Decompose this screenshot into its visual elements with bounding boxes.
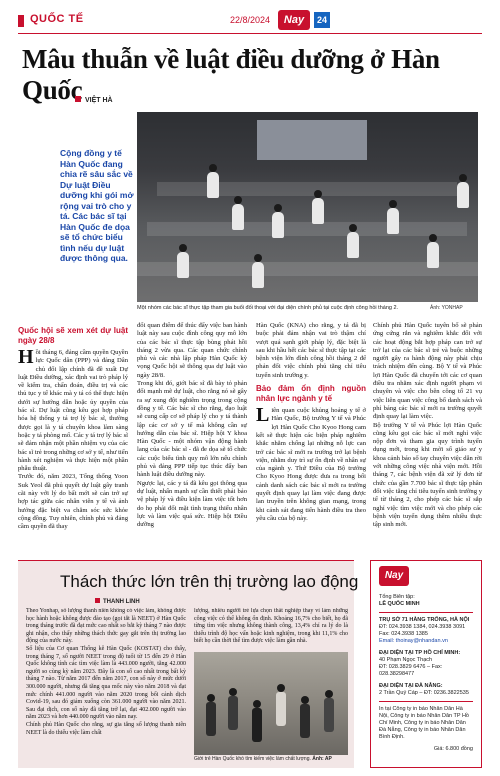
photo-stage-screen — [257, 120, 367, 160]
photo-person — [276, 692, 286, 726]
photo-person — [324, 698, 334, 732]
photo-person — [177, 252, 189, 278]
photo-person — [457, 182, 469, 208]
sidebar-title: Thách thức lớn trên thị trường lao động — [60, 572, 359, 591]
section-marker — [18, 15, 24, 27]
paragraph: Ngược lại, các y tá đã kêu gọi thông qua dự luật, nhấn mạnh sự cần thiết phải bảo vệ pháp lý và điều kiện làm việc tốt hơn do họ phải đối mặt tình trạng thiếu nhân lực và làm việc quá sức. Hiệp hội Điều dưỡng — [137, 479, 247, 529]
paragraph: Chính phủ Hàn Quốc tuyên bố sẽ phản ứng cứng rắn và nghiêm khắc đối với các hoạt động bắt hợp pháp can trở sự trở lại của các bác sĩ trẻ và buộc những người gây ra hành động này phải chịu trách nhiệm đến cùng. Bộ Y tế và Phúc lợi Hàn Quốc đã chuyển tới các cơ quan điều tra nhằm xác định người phạm vi chuyên và việc cho bên công tố 21 vụ việc liên quan việc công bố danh sách và phỉ báng các bác sĩ mới ra trường quyết định quay lại làm việc. — [373, 322, 482, 421]
photo-credit: Ảnh: YONHAP — [430, 305, 463, 311]
section-name: QUỐC TẾ — [30, 13, 84, 25]
newspaper-logo: Nay — [278, 10, 310, 30]
paragraph: Chính phủ Hàn Quốc cho rằng, sự gia tăng số lượng thanh niên NEET là do thiếu việc làm chất — [26, 721, 186, 736]
editor-name: LÊ QUỐC MINH — [379, 601, 420, 607]
paragraph: Số liệu của Cơ quan Thống kê Hàn Quốc (KOSTAT) cho thấy, trong tháng 7, số người NEET trong độ tuổi từ 15 đến 29 ở Hàn Quốc không tính các tìm việc làm là 443.000 người, tăng 42.000 người so cùng kỳ năm 2023. Đây là con số cao nhất trong bất kỳ tháng 7 nào. Từ năm 2017 đến năm 2017, con số này ở mức dưới 300.000 người, nhưng đã tăng qua mốc này vào năm 2018 và đạt mức chính 441.000 người vào năm 2020 trong bối cảnh dịch Covid-19, sau đó giảm xuống còn 361.000 người vào năm 2021. Sau đại dịch, con số này đã tăng trở lại, đạt 402.000 người vào năm 2023 và hơn 440.000 người vào năm nay. — [26, 645, 186, 721]
paragraph: đổi quan điểm để thúc đẩy việc ban hành luật này sau cuộc đình công quy mô lớn của các bác sĩ thực tập bùng phát hồi tháng 2 vừa qua. Các quan chức chính phủ và các nhà lập pháp Hàn Quốc kỳ vọng Quốc hội sẽ thông qua dự luật vào ngày 28/8. — [137, 322, 247, 379]
photo-person — [252, 262, 264, 288]
header-divider — [18, 33, 482, 34]
photo-person — [312, 198, 324, 224]
photo-person — [347, 232, 359, 258]
office-phone: ĐT: 024.3938 1384, 024.3938 3091 — [379, 624, 466, 630]
printer-info: In tại Công ty in báo Nhân Dân Hà Nội, Công ty in báo Nhân Dân TP Hồ Chí Minh, Công ty in báo Nhân Dân Đà Nẵng, Công ty in báo Nhân Dân Bình Định. — [379, 706, 469, 740]
article-byline: VIỆT HÀ — [75, 96, 113, 104]
hcm-office-label: ĐẠI DIỆN TẠI TP HỒ CHÍ MINH: — [379, 650, 461, 656]
price: Giá: 6.800 đồng — [433, 746, 473, 752]
office-email[interactable]: Email: thoinay@nhandan.vn — [379, 638, 448, 644]
photo-table-row — [147, 222, 467, 236]
sidebar-photo-caption: Giới trẻ Hàn Quốc khó tìm kiếm việc làm chất lượng. Ảnh: AP — [194, 756, 332, 762]
photo-table-row — [157, 182, 457, 196]
photo-person — [252, 708, 262, 742]
sidebar-column-1 — [26, 608, 186, 758]
masthead-label: Tổng Biên tập: — [379, 594, 415, 600]
hcm-phone: ĐT: 028.3829 6476 – Fax: 028.38298477 — [379, 664, 443, 677]
danang-office-label: ĐẠI DIỆN TẠI ĐÀ NẴNG: — [379, 683, 443, 689]
paragraph: Hồi tháng 6, đảng cầm quyền Quyền lực Quốc dân (PPP) và đảng Dân chủ đối lập chính đã đề xuất Dự luật Điều dưỡng, xác định vai trò pháp lý về kiểm tra, chẩn đoán, điều trị và các thủ tục y tế khác mà y tá có thể thực hiện dưới sự hướng dẫn hoặc ủy quyền của bác sĩ. Dự luật cũng kêu gọi hợp pháp hóa hệ thống y tá trợ lý bác sĩ, thường được gọi là y tá chuyên khoa làm sàng hoặc y tá phòng mổ. Các y tá trợ lý bác sĩ sẽ đảm nhận một phần nhiệm vụ của các bác sĩ trẻ trong những cơ sở y tế, như tiến hành xét nghiệm và thực hiện một phần phẫu thuật. — [18, 346, 128, 473]
paragraph: Hàn Quốc (KNA) cho rằng, y tá đã bị buộc phải đảm nhận vai trò thậm chí vượt quá sạnh giới pháp lý, đặc biệt là sau khi hầu hết các bác sĩ thực tập tại các bệnh viện lớn đình công hồi tháng 2 để phản đối việc chính phủ tăng chỉ tiêu tuyển sinh trường y. — [256, 322, 366, 379]
masthead-logo: Nay — [379, 566, 409, 586]
article-column-4 — [373, 322, 482, 529]
main-photo — [137, 112, 478, 302]
page-number: 24 — [314, 12, 330, 28]
masthead-divider — [379, 701, 473, 702]
masthead-divider — [379, 612, 473, 613]
paragraph: Trong khi đó, giới bác sĩ đã bày tỏ phản đối mạnh mẽ dự luật, cho rằng nó sẽ gây ra sự xung đột nghiêm trọng trong cộng đồng y tế. Các bác sĩ cho rằng, đạo luật sẽ cung cấp cơ sở pháp lý cho y tá thành lập các cơ sở y tế mà không cần sự hướng dẫn của bác sĩ. Hiệp hội Y khoa Hàn Quốc - một nhóm vận động hành lang của các bác sĩ - đã đe dọa sẽ tổ chức các cuộc biểu tình quy mô lớn nếu chính phủ và đảng PPP tiếp tục thúc đẩy ban hành luật điều dưỡng này. — [137, 380, 247, 479]
office-address: TRỤ SỞ 71 HÀNG TRỐNG, HÀ NỘI — [379, 617, 470, 623]
drop-cap: H — [18, 346, 34, 368]
photo-caption: Một nhóm các bác sĩ thực tập tham gia buổi đối thoại với đại diện chính phủ tại cuộc định công hồi tháng 2. — [137, 305, 399, 311]
sidebar-photo — [194, 652, 348, 755]
paragraph: Trước đó, năm 2023, Tổng thống Yoon Suk Yeol đã phủ quyết dự luật gây tranh cãi này với lý do bất mới sẽ cản trở sự hợp tác giữa các nhân viên y tế và ảnh hưởng đặc biệt va chăm sóc sức khỏe cộng đồng. Tuy nhiên, chính phủ và đảng cầm quyền đã thay — [18, 473, 128, 531]
page-header — [18, 10, 482, 32]
article-headline: Mâu thuẫn về luật điều dưỡng ở Hàn Quốc — [22, 44, 440, 105]
paragraph: lượng, nhiều người trẻ lựa chọn thất nghiệp thay vì làm những công việc có thể không ổn định. Khoảng 16,7% cho biết, họ đã từng tìm việc nhưng không thành công, 13,4% chỉ ra lý do là thiếu trình độ học vấn hoặc kinh nghiệm, trong khi 11,1% cho biết họ cần thời thể tìm được việc làm gần nhà. — [194, 608, 348, 645]
pull-quote: Cộng đồng y tế Hàn Quốc đang chia rẽ sâu sắc về Dự luật Điều dưỡng khi gói mở rộng vai trò cho y tá. Các bác sĩ tại Hàn Quốc đe dọa sẽ tổ chức biểu tình nếu dự luật được thông qua. — [60, 148, 134, 263]
photo-person — [232, 204, 244, 230]
article-column-3 — [256, 322, 366, 523]
photo-person — [387, 208, 399, 234]
photo-person — [206, 702, 216, 736]
section-subhead: Bảo đảm ổn định nguồn nhân lực ngành y tế — [256, 384, 366, 403]
hcm-address: 40 Phạm Ngọc Thạch — [379, 657, 433, 663]
sidebar-author: THANH LINH — [95, 598, 140, 605]
photo-person — [427, 242, 439, 268]
article-column-1 — [18, 322, 128, 532]
paragraph: Theo Yonhap, số lượng thanh niên không có việc làm, không được học hành hoặc không được đào tạo (gọi tắt là NEET) ở Hàn Quốc trong tháng trước đã đạt mức cao nhất so bắt kỳ tháng 7 nào được ghi nhận, cho thấy những thách thức gay gắt trên thị trường lao động của nước này. — [26, 608, 186, 645]
paragraph: Liên quan cuộc khủng hoảng y tế ở Hàn Quốc, Bộ trưởng Y tế và Phúc lợi Hàn Quốc Cho Kyoo Hong cam kết sẽ thực hiện các biện pháp nghiêm khắc nhằm chống lại những nỗ lực can trở các bác sĩ mới ra trường trở lại bệnh viện, nhằm duy trì sự ổn định về nhân sự của ngành y. Thứ Điều của Bộ trưởng Cho Kyoo Hong được đưa ra trong bối cảnh danh sách các bác sĩ mới ra trường quyết định quay lại làm việc đang được lan truyền trên không gian mạng, trong khi cảnh sát đang tiến hành điều tra theo yêu cầu của bộ này. — [256, 404, 366, 522]
office-fax: Fax: 024.3938 1385 — [379, 631, 428, 637]
photo-person — [272, 212, 284, 238]
photo-person — [300, 704, 310, 738]
danang-address: 2 Trần Quý Cáp – ĐT: 0236.3822535 — [379, 690, 469, 696]
section-subhead: Quốc hội sẽ xem xét dự luật ngày 28/8 — [18, 326, 128, 345]
issue-date: 22/8/2024 — [230, 15, 271, 25]
photo-person — [207, 172, 219, 198]
photo-person — [228, 696, 238, 730]
article-column-2 — [137, 322, 247, 529]
paragraph: Bộ trưởng Y tế và Phúc lợi Hàn Quốc cũng kêu gọi các bác sĩ mới nghỉ việc nộp đơn và tham gia quy trình tuyển dụng mới, trong khi mời số giáo sư y khoa cảnh báo số tay chuyên việc dẫn rời với những công việc nhà viện mới. Hồi tháng 7, các bệnh viện đã xử lý đơn từ chức của gần 7.700 bác sĩ thực tập phân đối việc tăng chỉ tiêu tuyển sinh trường y tế từ tháng 2, cho phép các bác sĩ sắp nghỉ việc tìm việc mới và cho phép các bệnh viện tuyển dụng thêm nhiều thực tập sinh mới. — [373, 421, 482, 529]
drop-cap: L — [256, 404, 270, 427]
sidebar-column-2 — [194, 608, 348, 650]
masthead-box — [370, 560, 482, 768]
